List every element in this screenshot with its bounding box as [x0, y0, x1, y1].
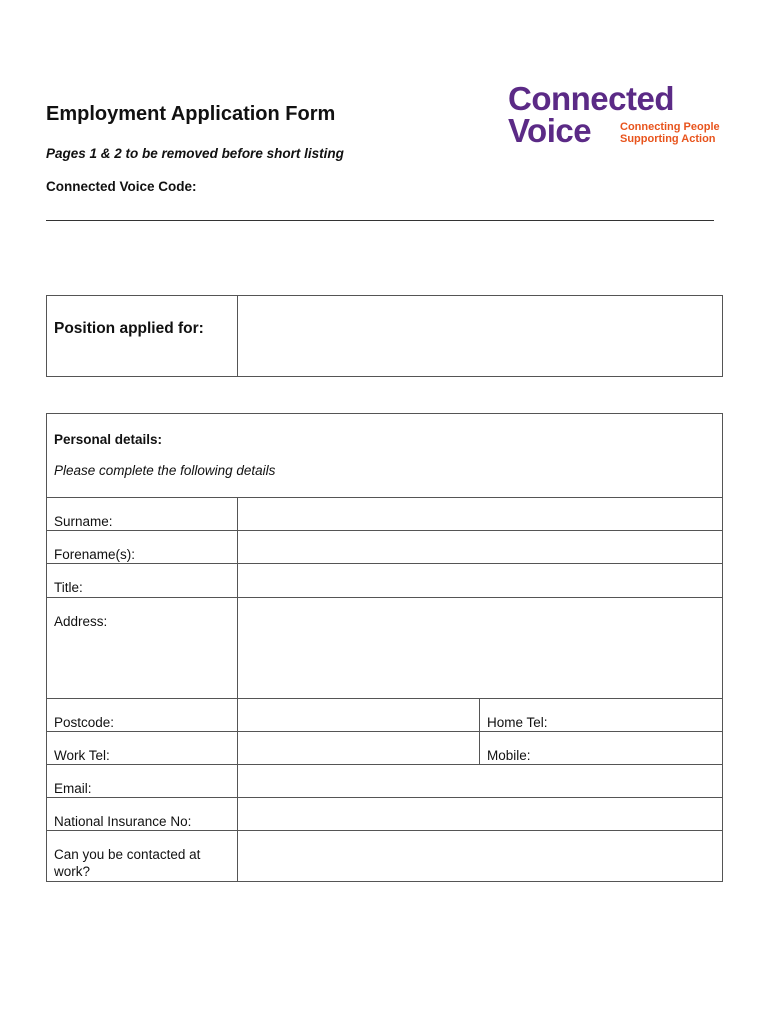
forenames-input[interactable]: [238, 531, 723, 564]
address-label: Address:: [47, 597, 238, 698]
contact-at-work-input[interactable]: [238, 831, 723, 882]
personal-details-header: [47, 414, 723, 498]
position-label: Position applied for:: [47, 296, 238, 377]
home-tel-field[interactable]: Home Tel:: [480, 698, 723, 731]
mobile-field[interactable]: Mobile:: [480, 731, 723, 764]
contact-at-work-label: Can you be contacted at work?: [47, 831, 238, 882]
code-label: Connected Voice Code:: [46, 179, 197, 194]
postcode-input[interactable]: [238, 698, 480, 731]
connected-voice-logo: [506, 80, 726, 150]
logo-word-connected: Connected: [508, 80, 675, 117]
forenames-label: Forename(s):: [47, 531, 238, 564]
position-table: [46, 295, 723, 377]
work-tel-label: Work Tel:: [47, 731, 238, 764]
ni-number-label: National Insurance No:: [47, 798, 238, 831]
title-label: Title:: [47, 564, 238, 597]
code-input-line[interactable]: [46, 220, 714, 221]
surname-input[interactable]: [238, 498, 723, 531]
postcode-label: Postcode:: [47, 698, 238, 731]
personal-details-table: [46, 413, 723, 882]
address-input[interactable]: [238, 597, 723, 698]
position-input[interactable]: [238, 296, 723, 377]
email-label: Email:: [47, 764, 238, 797]
form-title: Employment Application Form: [46, 103, 336, 125]
email-input[interactable]: [238, 764, 723, 797]
form-subtitle: Pages 1 & 2 to be removed before short listing: [46, 146, 344, 161]
personal-details-note: Please complete the following details: [54, 463, 276, 478]
title-input[interactable]: [238, 564, 723, 597]
logo-tagline-2: Supporting Action: [620, 133, 716, 145]
ni-number-input[interactable]: [238, 798, 723, 831]
logo-tagline-1: Connecting People: [620, 121, 720, 133]
surname-label: Surname:: [47, 498, 238, 531]
personal-details-title: Personal details:: [54, 432, 163, 447]
logo-word-voice: Voice: [508, 112, 592, 149]
work-tel-input[interactable]: [238, 731, 480, 764]
